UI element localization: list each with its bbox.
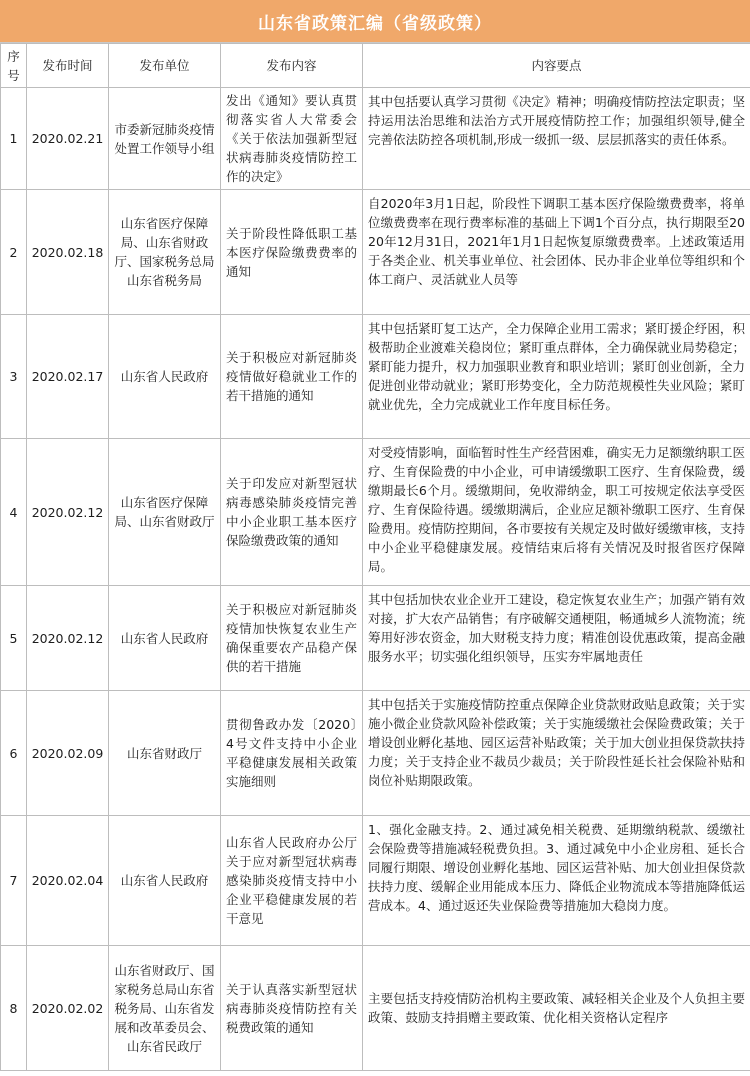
row-unit: 山东省财政厅 <box>109 691 221 816</box>
table-row <box>1 88 750 190</box>
row-date: 2020.02.02 <box>27 946 109 1071</box>
row-unit: 山东省财政厅、国家税务总局山东省税务局、山东省发展和改革委员会、山东省民政厅 <box>109 946 221 1071</box>
row-unit: 山东省人民政府 <box>109 586 221 691</box>
column-header-index: 序号 <box>1 44 27 88</box>
row-content: 关于积极应对新冠肺炎疫情加快恢复农业生产确保重要农产品稳产保供的若干措施 <box>221 586 363 691</box>
row-date: 2020.02.04 <box>27 816 109 946</box>
row-unit: 山东省人民政府 <box>109 315 221 439</box>
row-unit: 山东省医疗保障局、山东省财政厅 <box>109 439 221 586</box>
row-unit: 山东省医疗保障局、山东省财政厅、国家税务总局山东省税务局 <box>109 190 221 315</box>
column-header-date: 发布时间 <box>27 44 109 88</box>
row-content: 关于积极应对新冠肺炎疫情做好稳就业工作的若干措施的通知 <box>221 315 363 439</box>
row-points: 其中包括要认真学习贯彻《决定》精神；明确疫情防控法定职责；坚持运用法治思维和法治方式开展疫情防控工作；加强组织领导,健全完善依法防控各项机制,形成一级抓一级、层层抓落实的责任体系。 <box>363 88 750 190</box>
row-points: 其中包括关于实施疫情防控重点保障企业贷款财政贴息政策；关于实施小微企业贷款风险补偿政策；关于实施缓缴社会保险费政策；关于增设创业孵化基地、园区运营补贴政策；关于加大创业担保贷款扶持力度；关于支持企业不裁员少裁员；关于阶段性延长社会保险补贴和岗位补贴期限政策。 <box>363 691 750 816</box>
column-header-points: 内容要点 <box>363 44 750 88</box>
page-title: 山东省政策汇编（省级政策） <box>0 0 750 43</box>
row-index: 3 <box>1 315 27 439</box>
row-date: 2020.02.18 <box>27 190 109 315</box>
table-row <box>1 315 750 439</box>
table-row <box>1 586 750 691</box>
row-content: 发出《通知》要认真贯彻落实省人大常委会《关于依法加强新型冠状病毒肺炎疫情防控工作的决定》 <box>221 88 363 190</box>
row-content: 关于阶段性降低职工基本医疗保险缴费费率的通知 <box>221 190 363 315</box>
row-date: 2020.02.21 <box>27 88 109 190</box>
row-index: 4 <box>1 439 27 586</box>
row-content: 山东省人民政府办公厅关于应对新型冠状病毒感染肺炎疫情支持中小企业平稳健康发展的若干意见 <box>221 816 363 946</box>
row-points: 主要包括支持疫情防治机构主要政策、减轻相关企业及个人负担主要政策、鼓励支持捐赠主要政策、优化相关资格认定程序 <box>363 946 750 1071</box>
table-row <box>1 190 750 315</box>
row-points: 其中包括紧盯复工达产，全力保障企业用工需求；紧盯援企纾困，积极帮助企业渡难关稳岗位；紧盯重点群体，全力确保就业局势稳定；紧盯能力提升，权力加强职业教育和职业培训；紧盯创业创新，全力促进创业带动就业；紧盯形势变化，全力防范规模性失业风险；紧盯就业优先，全力完成就业工作年度目标任务。 <box>363 315 750 439</box>
row-date: 2020.02.12 <box>27 439 109 586</box>
row-unit: 市委新冠肺炎疫情处置工作领导小组 <box>109 88 221 190</box>
table-row <box>1 439 750 586</box>
row-date: 2020.02.12 <box>27 586 109 691</box>
table-row <box>1 946 750 1071</box>
row-points: 1、强化金融支持。2、通过减免相关税费、延期缴纳税款、缓缴社会保险费等措施减轻税费负担。3、通过减免中小企业房租、延长合同履行期限、增设创业孵化基地、园区运营补贴、加大创业担保贷款扶持力度、缓解企业用能成本压力、降低企业物流成本等措施降低运营成本。4、通过返还失业保险费等措施加大稳岗力度。 <box>363 816 750 946</box>
table-row <box>1 691 750 816</box>
table-header-row <box>1 44 750 88</box>
row-content: 关于认真落实新型冠状病毒肺炎疫情防控有关税费政策的通知 <box>221 946 363 1071</box>
row-points: 对受疫情影响，面临暂时性生产经营困难，确实无力足额缴纳职工医疗、生育保险费的中小企业，可申请缓缴职工医疗、生育保险费，缓缴期最长6个月。缓缴期间，免收滞纳金，职工可按规定依法享受医疗、生育保险待遇。缓缴期满后，企业应足额补缴职工医疗、生育保险费用。疫情防控期间，各市要按有关规定及时做好缓缴审核，支持中小企业平稳健康发展。疫情结束后将有关情况及时报省医疗保障局。 <box>363 439 750 586</box>
row-points: 其中包括加快农业企业开工建设，稳定恢复农业生产；加强产销有效对接，扩大农产品销售；有序破解交通梗阻，畅通城乡人流物流；统筹用好涉农资金，加大财税支持力度；精准创设优惠政策，提高金融服务水平；切实强化组织领导，压实夯牢属地责任 <box>363 586 750 691</box>
row-date: 2020.02.17 <box>27 315 109 439</box>
policy-table <box>0 43 750 1071</box>
row-index: 7 <box>1 816 27 946</box>
row-index: 5 <box>1 586 27 691</box>
row-index: 6 <box>1 691 27 816</box>
row-index: 2 <box>1 190 27 315</box>
column-header-content: 发布内容 <box>221 44 363 88</box>
row-content: 关于印发应对新型冠状病毒感染肺炎疫情完善中小企业职工基本医疗保险缴费政策的通知 <box>221 439 363 586</box>
row-content: 贯彻鲁政办发〔2020〕4号文件支持中小企业平稳健康发展相关政策实施细则 <box>221 691 363 816</box>
row-unit: 山东省人民政府 <box>109 816 221 946</box>
row-points: 自2020年3月1日起，阶段性下调职工基本医疗保险缴费费率，将单位缴费费率在现行费率标准的基础上下调1个百分点，执行期限至2020年12月31日，2021年1月1日起恢复原缴费费率。上述政策适用于各类企业、机关事业单位、社会团体、民办非企业单位等组织和个体工商户、灵活就业人员等 <box>363 190 750 315</box>
row-index: 8 <box>1 946 27 1071</box>
row-index: 1 <box>1 88 27 190</box>
table-row <box>1 816 750 946</box>
row-date: 2020.02.09 <box>27 691 109 816</box>
column-header-unit: 发布单位 <box>109 44 221 88</box>
